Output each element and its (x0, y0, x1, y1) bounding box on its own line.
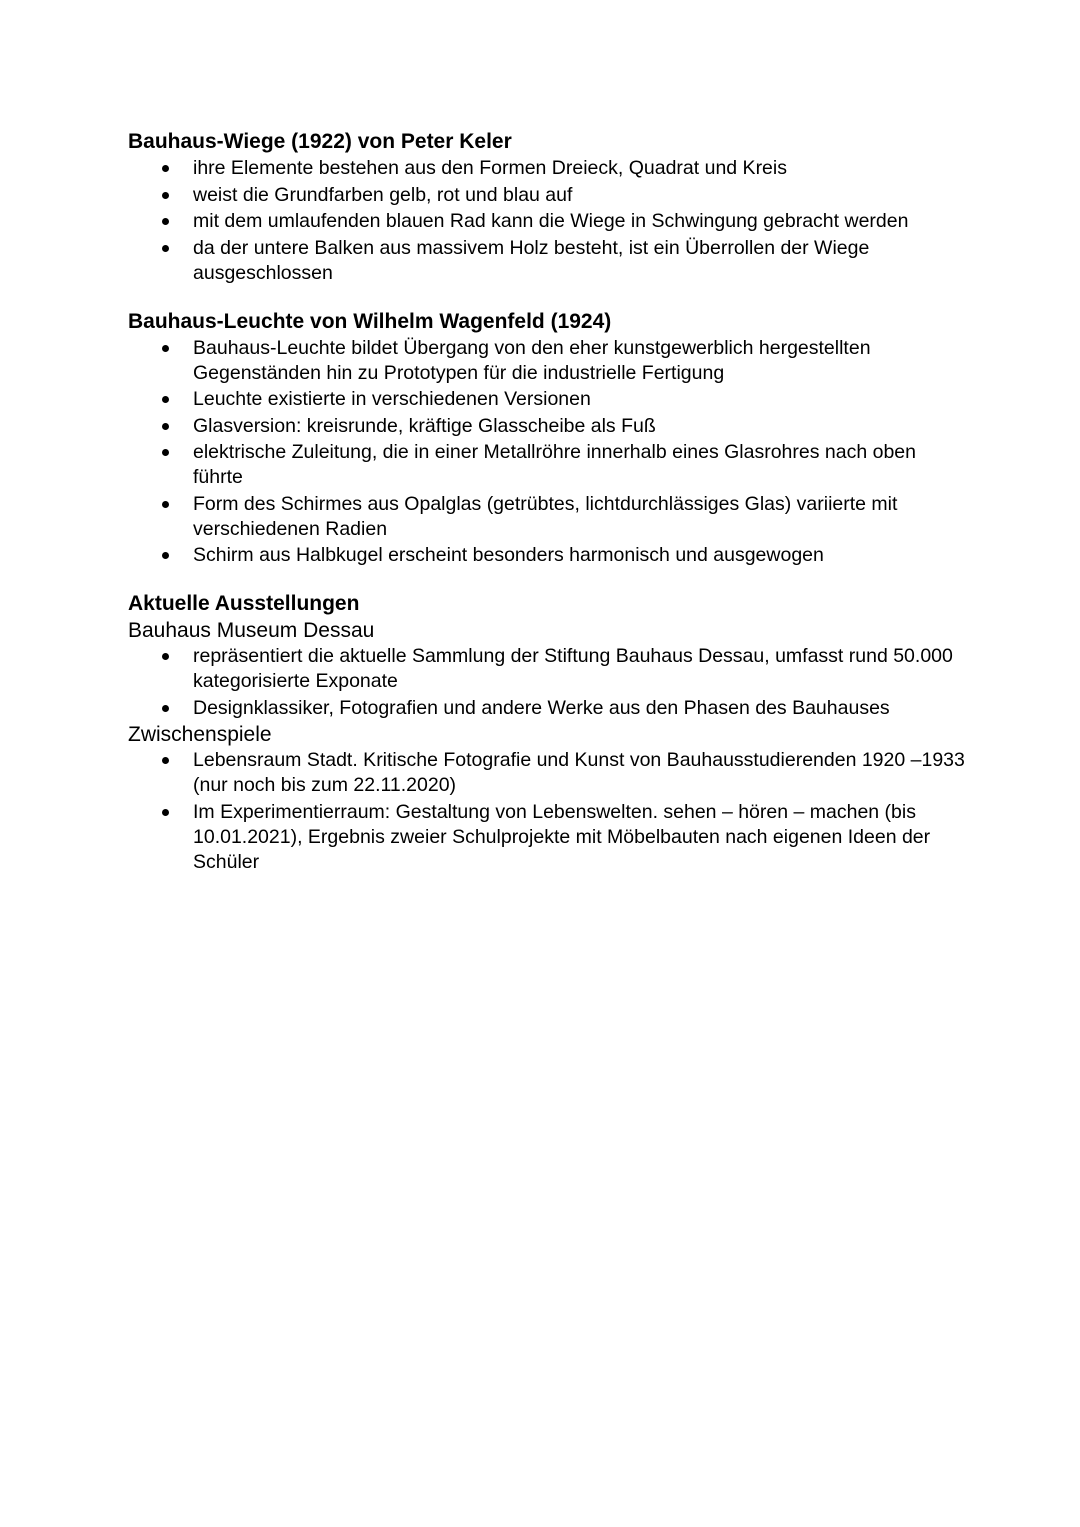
bullet-icon (162, 218, 169, 225)
bullet-icon (162, 449, 169, 456)
bullet-icon (162, 345, 169, 352)
list-item (128, 236, 968, 286)
bullet-icon (162, 809, 169, 816)
list-item-text: Schirm aus Halbkugel erscheint besonders harmonisch und ausgewogen (193, 544, 824, 566)
bullet-icon (162, 757, 169, 764)
list-item-text: Lebensraum Stadt. Kritische Fotografie und Kunst von Bauhausstudierenden 1920 –1933 (nur noch bis zum 22.11.2020) (193, 749, 965, 796)
list-item (128, 492, 968, 542)
section-heading: Bauhaus-Leuchte von Wilhelm Wagenfeld (1924) (128, 309, 612, 333)
list-item-text: Glasversion: kreisrunde, kräftige Glasscheibe als Fuß (193, 414, 656, 437)
section-heading: Aktuelle Ausstellungen (128, 592, 360, 615)
list-item-text: repräsentiert die aktuelle Sammlung der Stiftung Bauhaus Dessau, umfasst rund 50.000 kategorisierte Exponate (193, 645, 953, 692)
list-item-text: weist die Grundfarben gelb, rot und blau auf (193, 183, 573, 206)
list-item-text: da der untere Balken aus massivem Holz besteht, ist ein Überrollen der Wiege ausgeschlossen (193, 236, 870, 284)
bullet-icon (162, 552, 169, 559)
list-item (128, 156, 968, 181)
list-item-text: Bauhaus-Leuchte bildet Übergang von den eher kunstgewerblich hergestellten Gegenständen hin zu Prototypen für die industrielle Fertigung (193, 336, 871, 384)
list-item (128, 644, 968, 694)
bullet-icon (162, 501, 169, 508)
bullet-icon (162, 705, 169, 712)
list-item (128, 414, 968, 439)
section-bauhaus-leuchte (128, 308, 968, 569)
list-item-text: Im Experimentierraum: Gestaltung von Lebenswelten. sehen – hören – machen (bis 10.01.2021), Ergebnis zweier Schulprojekte mit Möbelbauten nach eigenen Ideen der Schüler (193, 800, 931, 873)
list-item (128, 209, 968, 234)
list-item-text: Leuchte existierte in verschiedenen Versionen (193, 388, 591, 410)
list-item (128, 440, 968, 490)
bullet-icon (162, 165, 169, 172)
bullet-icon (162, 245, 169, 252)
section-aktuelle-ausstellungen (128, 590, 968, 875)
bullet-list (128, 156, 968, 286)
section-bauhaus-wiege (128, 128, 968, 286)
list-item-text: ihre Elemente bestehen aus den Formen Dreieck, Quadrat und Kreis (193, 157, 787, 179)
list-item (128, 183, 968, 208)
list-item (128, 800, 968, 875)
bullet-list (128, 644, 968, 721)
list-item (128, 748, 968, 798)
bullet-icon (162, 192, 169, 199)
list-item (128, 543, 968, 568)
section-heading: Bauhaus-Wiege (1922) von Peter Keler (128, 130, 512, 153)
list-item (128, 336, 968, 386)
bullet-icon (162, 653, 169, 660)
list-item-text: Designklassiker, Fotografien und andere Werke aus den Phasen des Bauhauses (193, 696, 890, 719)
document-page (128, 128, 968, 897)
list-item-text: elektrische Zuleitung, die in einer Metallröhre innerhalb eines Glasrohres nach oben führte (193, 441, 916, 488)
bullet-list (128, 748, 968, 875)
list-item (128, 387, 968, 412)
bullet-icon (162, 423, 169, 430)
bullet-list (128, 336, 968, 569)
subsection-title: Bauhaus Museum Dessau (128, 619, 375, 642)
bullet-icon (162, 396, 169, 403)
list-item-text: Form des Schirmes aus Opalglas (getrübtes, lichtdurchlässiges Glas) variierte mit verschiedenen Radien (193, 492, 898, 540)
list-item (128, 696, 968, 721)
list-item-text: mit dem umlaufenden blauen Rad kann die Wiege in Schwingung gebracht werden (193, 210, 909, 232)
subsection-title: Zwischenspiele (128, 723, 272, 746)
